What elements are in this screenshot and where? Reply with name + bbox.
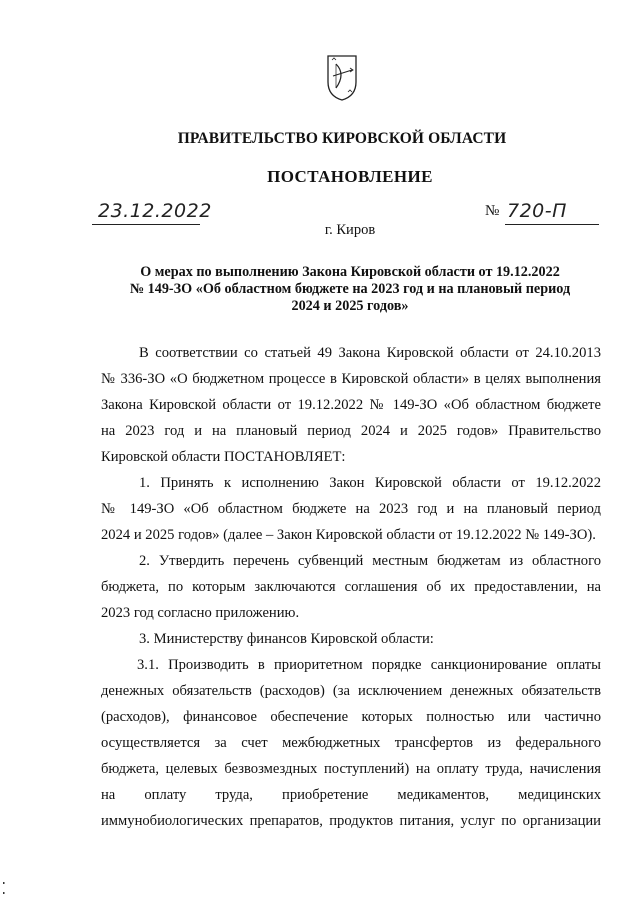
- document-date: 23.12.2022: [98, 200, 212, 222]
- body-line: бюджета, целевых безвозмездных поступлений) на оплату труда, начисления: [101, 761, 601, 777]
- organization-name: ПРАВИТЕЛЬСТВО КИРОВСКОЙ ОБЛАСТИ: [177, 130, 507, 147]
- document-title: [60, 264, 630, 315]
- document-body: [101, 340, 601, 834]
- body-line: на оплату труда, приобретение медикаментов, медицинских: [101, 787, 601, 803]
- body-line: денежных обязательств (расходов) (за исключением денежных обязательств: [101, 683, 601, 699]
- body-line: Закона Кировской области от 19.12.2022 № 149-ЗО «Об областном бюджете: [101, 397, 601, 413]
- body-line: (расходов), финансовое обеспечение которых полностью или частично: [101, 709, 601, 725]
- city-name: г. Киров: [324, 222, 376, 238]
- coat-of-arms-emblem: [324, 52, 360, 102]
- body-line: 3. Министерству финансов Кировской области:: [139, 631, 434, 647]
- body-line: 1. Принять к исполнению Закон Кировской области от 19.12.2022: [139, 475, 601, 491]
- body-line: В соответствии со статьей 49 Закона Кировской области от 24.10.2013: [139, 345, 601, 361]
- title-line: О мерах по выполнению Закона Кировской области от 19.12.2022: [140, 264, 560, 280]
- body-line: № 149-ЗО «Об областном бюджете на 2023 год и на плановый период: [101, 501, 601, 517]
- number-sign: №: [485, 203, 500, 219]
- body-line: осуществляется за счет межбюджетных трансфертов из федерального: [101, 735, 601, 751]
- body-line: 2024 и 2025 годов» (далее – Закон Кировской области от 19.12.2022 № 149-ЗО).: [101, 527, 596, 543]
- body-line: иммунобиологических препаратов, продуктов питания, услуг по организации: [101, 813, 601, 829]
- body-line: на 2023 год и на плановый период 2024 и 2025 годов» Правительство: [101, 423, 601, 439]
- body-line: бюджета, по которым заключаются соглашения об их предоставлении, на: [101, 579, 601, 595]
- body-line: 2. Утвердить перечень субвенций местным бюджетам из областного: [139, 553, 601, 569]
- body-line: 3.1. Производить в приоритетном порядке санкционирование оплаты: [137, 657, 601, 673]
- body-line: 2023 год согласно приложению.: [101, 605, 300, 621]
- title-line: 2024 и 2025 годов»: [291, 298, 409, 314]
- document-number: 720-П: [507, 200, 567, 222]
- body-line: № 336-ЗО «О бюджетном процессе в Кировской области» в целях выполнения: [101, 371, 601, 387]
- scan-marks: [2, 880, 6, 900]
- title-line: № 149-ЗО «Об областном бюджете на 2023 год и на плановый период: [129, 281, 571, 297]
- body-line: Кировской области ПОСТАНОВЛЯЕТ:: [101, 449, 346, 465]
- document-type: ПОСТАНОВЛЕНИЕ: [267, 167, 433, 186]
